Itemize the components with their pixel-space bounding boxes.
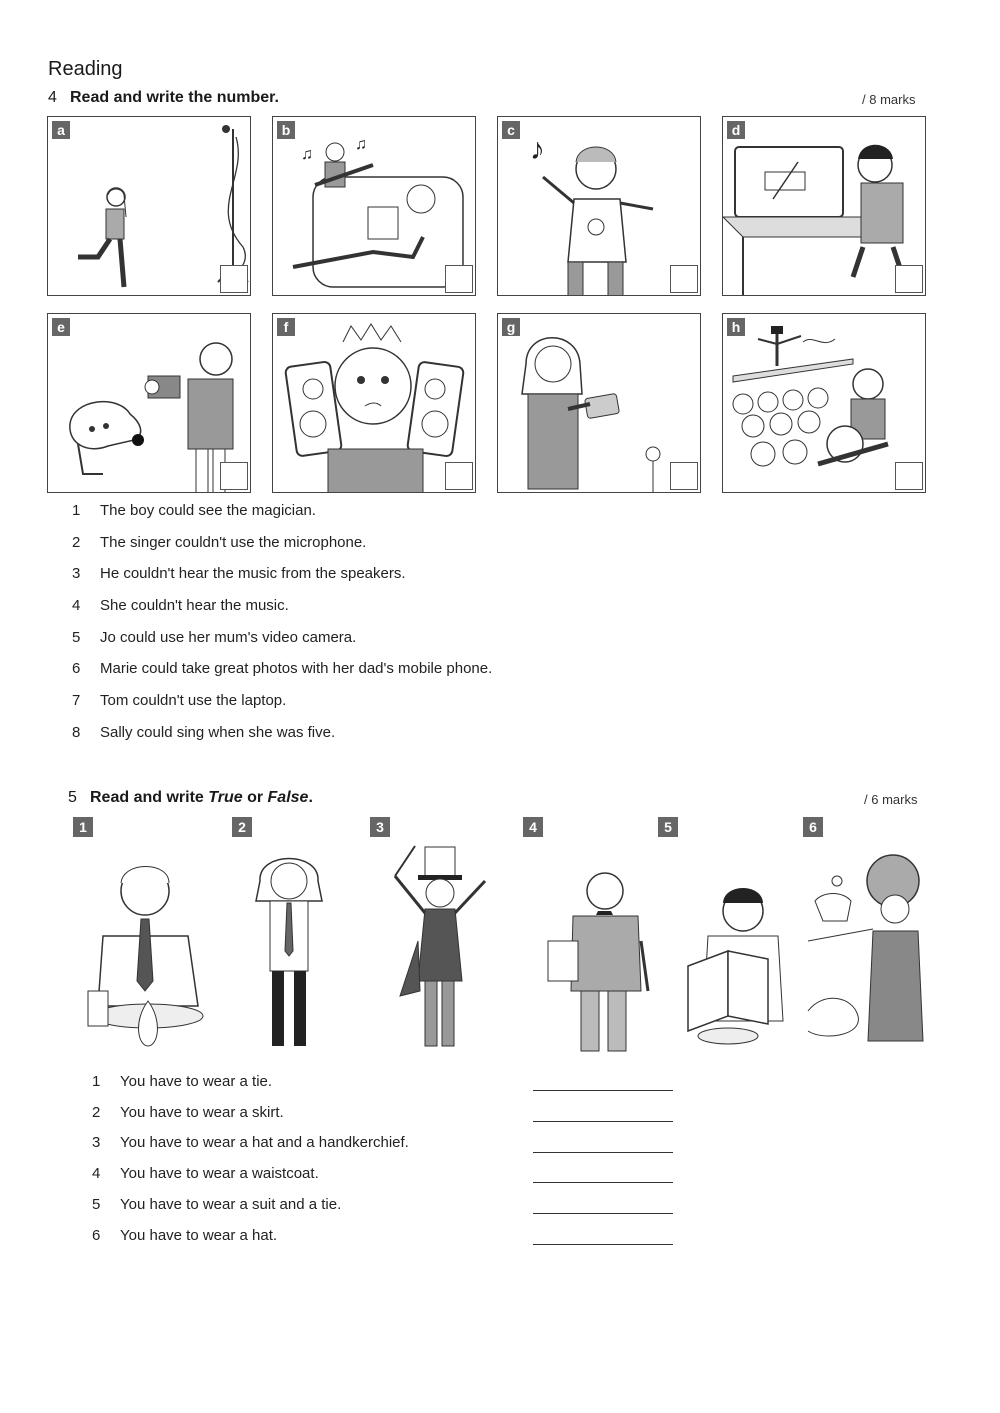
figure-5 <box>658 817 793 1057</box>
answer-line-4 <box>533 1182 673 1183</box>
figure-2 <box>232 817 367 1057</box>
answer-line-5 <box>533 1213 673 1214</box>
true-word: True <box>208 789 243 806</box>
answer-box-g[interactable] <box>670 462 698 490</box>
q4-marks: / 8 marks <box>862 92 916 107</box>
answer-box-d[interactable] <box>895 265 923 293</box>
q5-statement-2: 2 You have to wear a skirt. <box>92 1104 284 1121</box>
answer-field-6[interactable] <box>533 1222 677 1246</box>
picture-label: h <box>727 318 745 336</box>
answer-box-c[interactable] <box>670 265 698 293</box>
picture-label: g <box>502 318 520 336</box>
picture-a <box>47 116 251 296</box>
figure-label: 5 <box>658 817 678 837</box>
svg-text:♪: ♪ <box>530 133 545 166</box>
woman-hat-horse-race-icon <box>803 841 938 1057</box>
q5-header: 5 Read and write True or False. <box>68 789 313 806</box>
answer-line-2 <box>533 1121 673 1122</box>
q4-sentence-2: 2 The singer couldn't use the microphone. <box>72 534 367 551</box>
false-word: False <box>267 789 309 806</box>
figure-4 <box>523 817 658 1057</box>
answer-box-f[interactable] <box>445 462 473 490</box>
conductor-top-hat-icon <box>370 841 505 1057</box>
q4-number: 4 <box>48 89 57 106</box>
figure-label: 1 <box>73 817 93 837</box>
q4-sentence-8: 8 Sally could sing when she was five. <box>72 724 336 741</box>
picture-label: f <box>277 318 295 336</box>
answer-field-3[interactable] <box>533 1130 677 1154</box>
q4-sentence-1: 1 The boy could see the magician. <box>72 502 316 519</box>
svg-text:♫: ♫ <box>355 136 367 153</box>
figure-label: 2 <box>232 817 252 837</box>
answer-box-b[interactable] <box>445 265 473 293</box>
answer-line-1 <box>533 1090 673 1091</box>
answer-field-1[interactable] <box>533 1068 677 1092</box>
q4-sentence-3: 3 He couldn't hear the music from the speakers. <box>72 565 406 582</box>
figure-label: 4 <box>523 817 543 837</box>
answer-field-2[interactable] <box>533 1099 677 1123</box>
q5-statement-3: 3 You have to wear a hat and a handkerchief. <box>92 1134 409 1151</box>
q5-statement-5: 5 You have to wear a suit and a tie. <box>92 1196 342 1213</box>
q5-number: 5 <box>68 789 77 806</box>
picture-h <box>722 313 926 493</box>
figure-3 <box>370 817 505 1057</box>
figure-1 <box>73 817 208 1057</box>
q5-statement-6: 6 You have to wear a hat. <box>92 1227 278 1244</box>
figure-label: 3 <box>370 817 390 837</box>
waiter-bow-tie-icon <box>523 841 658 1057</box>
answer-box-a[interactable] <box>220 265 248 293</box>
figure-6 <box>803 817 938 1057</box>
picture-label: d <box>727 121 745 139</box>
q5-statement-4: 4 You have to wear a waistcoat. <box>92 1165 319 1182</box>
q5-marks: / 6 marks <box>864 792 918 807</box>
picture-g <box>497 313 701 493</box>
q4-instruction: Read and write the number. <box>70 89 279 106</box>
answer-line-6 <box>533 1244 673 1245</box>
figure-label: 6 <box>803 817 823 837</box>
picture-c <box>497 116 701 296</box>
man-suit-tie-dining-icon <box>73 841 208 1057</box>
picture-d <box>722 116 926 296</box>
q5-statement-1: 1 You have to wear a tie. <box>92 1073 273 1090</box>
q4-sentence-7: 7 Tom couldn't use the laptop. <box>72 692 287 709</box>
section-title: Reading <box>48 58 123 80</box>
svg-text:♫: ♫ <box>301 146 313 163</box>
picture-e <box>47 313 251 493</box>
picture-label: b <box>277 121 295 139</box>
picture-label: c <box>502 121 520 139</box>
picture-f <box>272 313 476 493</box>
answer-box-e[interactable] <box>220 462 248 490</box>
girl-school-uniform-tie-icon <box>232 841 367 1057</box>
boy-menu-restaurant-icon <box>658 841 793 1057</box>
picture-label: a <box>52 121 70 139</box>
q4-sentence-4: 4 She couldn't hear the music. <box>72 597 289 614</box>
answer-field-4[interactable] <box>533 1160 677 1184</box>
picture-b <box>272 116 476 296</box>
q4-header <box>48 89 279 107</box>
answer-field-5[interactable] <box>533 1191 677 1215</box>
q4-sentence-6: 6 Marie could take great photos with her dad's mobile phone. <box>72 660 493 677</box>
answer-line-3 <box>533 1152 673 1153</box>
q4-sentence-5: 5 Jo could use her mum's video camera. <box>72 629 357 646</box>
answer-box-h[interactable] <box>895 462 923 490</box>
picture-label: e <box>52 318 70 336</box>
